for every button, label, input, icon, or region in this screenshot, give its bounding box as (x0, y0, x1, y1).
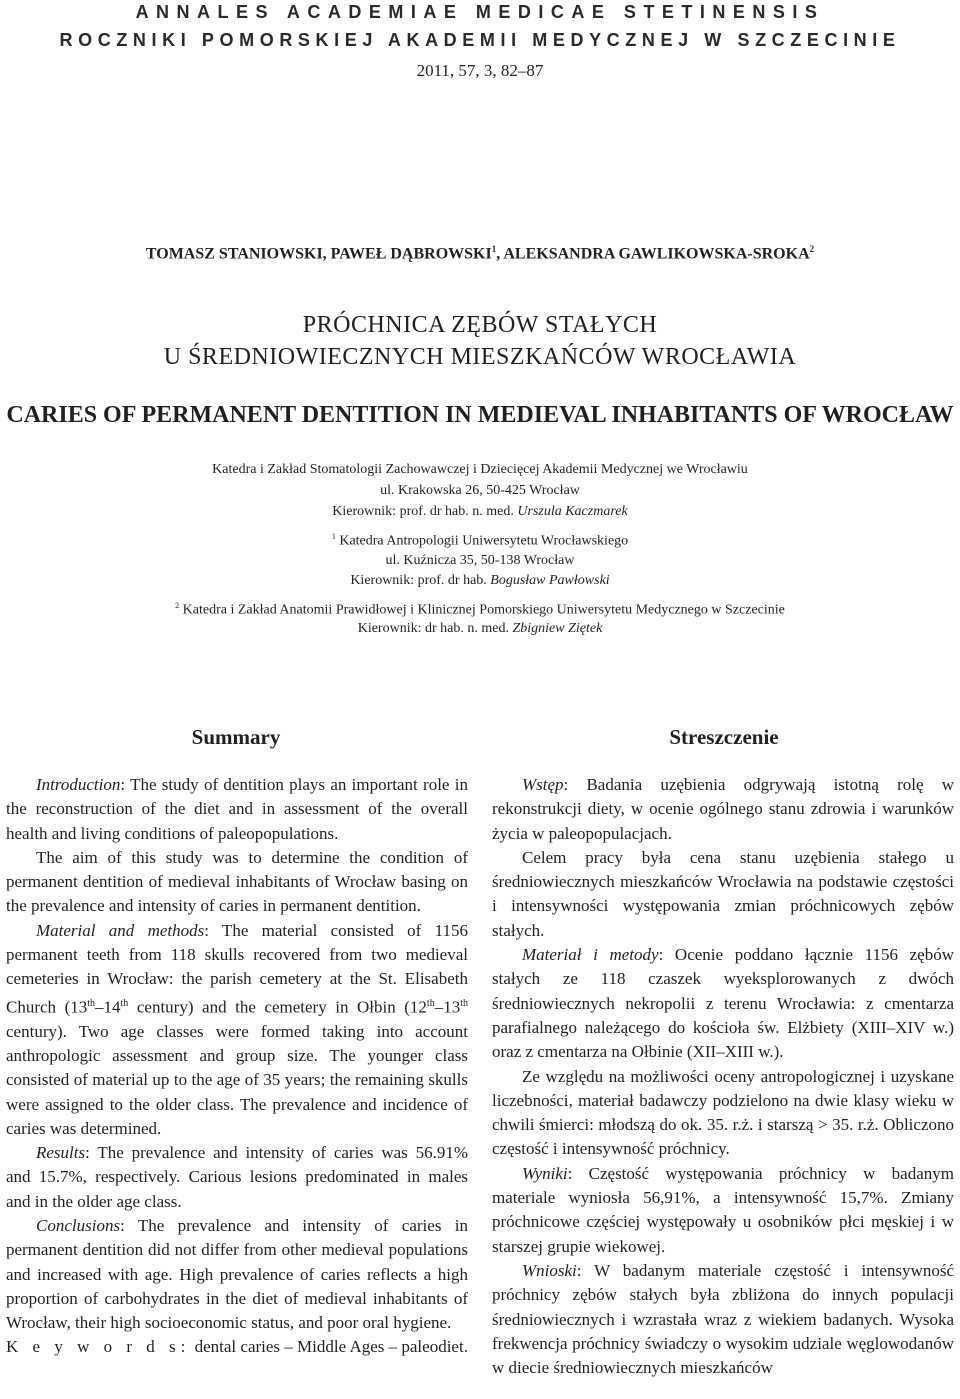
streszczenie-age-classes: Ze względu na możliwości oceny antropologicznej i uzyskane liczebności, materiał badawczy podzielono na dwie klasy wieku w chwili śmierci: młodszą do ok. 35. r.ż. i starszą > 35. r.ż. Obliczono częstość i intensywność próchnicy. (492, 1066, 954, 1159)
results-label: Results (36, 1143, 86, 1163)
affiliation-1-head (0, 573, 960, 589)
streszczenie-aim: Celem pracy była cena stanu uzębienia stałego u średniowiecznych mieszkańców Wrocławia na podstawie częstości i intensywności występowania zmian próchnicowych zębów stałych. (492, 847, 954, 940)
affiliation-1-marker: 1 (331, 532, 336, 541)
head-name: Bogusław Pawłowski (490, 573, 610, 588)
streszczenie-results (492, 1162, 954, 1259)
summary-keywords (6, 1335, 468, 1359)
conclusions-label: Wnioski (522, 1260, 577, 1280)
conclusions-label: Conclusions (36, 1216, 121, 1235)
summary-aim: The aim of this study was to determine the condition of permanent dentition of medieval inhabitants of Wrocław basing on the prevalence and intensity of caries in permanent dentition. (6, 847, 468, 916)
affiliation-1-line-2: ul. Kuźnicza 35, 50-138 Wrocław (385, 553, 575, 568)
ordinal-suffix: th (87, 997, 96, 1009)
authors-part-a: TOMASZ STANIOWSKI, PAWEŁ DĄBROWSKI (145, 245, 492, 263)
keywords-text: dental caries – Middle Ages – paleodiet. (190, 1337, 468, 1357)
methods-text-d: –13 (434, 997, 461, 1017)
affiliation-2-marker: 2 (175, 601, 180, 610)
intro-label: Introduction (36, 775, 121, 794)
affiliation-0-head (0, 504, 960, 520)
journal-title-latin: ANNALES ACADEMIAE MEDICAE STETINENSIS (135, 2, 825, 22)
head-prefix: Kierownik: prof. dr hab. n. med. (332, 504, 518, 519)
results-label: Wyniki (522, 1163, 568, 1183)
head-name: Zbigniew Ziętek (512, 621, 603, 636)
ordinal-suffix: th (426, 997, 435, 1009)
summary-heading: Summary (191, 725, 281, 749)
affiliation-1-line-1 (0, 532, 960, 550)
affiliation-2-text: Katedra i Zakład Anatomii Prawidłowej i Klinicznej Pomorskiego Uniwersytetu Medycznego w Szczecinie (179, 602, 785, 618)
methods-text-c: century) and the cemetery in Ołbin (12 (128, 997, 427, 1017)
streszczenie-methods (492, 943, 954, 1064)
conclusions-text: : W badanym materiale częstość i intensywność próchnicy zębów stałych była zbliżona do innych populacji średniowiecznych i wzrastała wraz z wiekiem badanych. Wysoka frekwencja próchnicy świadczy o wysokim udziale węglowodanów w diecie średniowiecznych mieszkańców (492, 1260, 954, 1378)
intro-label: Wstęp (522, 775, 564, 794)
affiliation-1-text: Katedra Antropologii Uniwersytetu Wrocławskiego (335, 533, 629, 549)
methods-text: : Ocenie poddano łącznie 1156 zębów stałych ze 118 czaszek wyeksplorowanych z dwóch średniowiecznych nekropolii z terenu Wrocławia: z cmentarza parafialnego należącego do kościoła św. Elżbiety (XIII–XIV w.) oraz z cmentarza na Ołbinie (XII–XIII w.). (492, 945, 954, 1062)
ordinal-suffix: th (460, 997, 468, 1009)
affiliation-0-line-2: ul. Krakowska 26, 50-425 Wrocław (380, 483, 580, 498)
affiliation-0-line-1: Katedra i Zakład Stomatologii Zachowawczej i Dziecięcej Akademii Medycznej we Wrocławiu (212, 462, 748, 477)
methods-label: Materiał i metody (522, 945, 659, 965)
streszczenie-introduction (492, 773, 954, 846)
affiliation-2-head (0, 621, 960, 637)
methods-text-b: –14 (95, 997, 121, 1017)
authors-part-b: , ALEKSANDRA GAWLIKOWSKA-SROKA (496, 245, 810, 263)
affiliation-marker-2: 2 (809, 244, 815, 254)
affiliation-marker-1: 1 (491, 244, 497, 254)
methods-label: Material and methods (36, 920, 205, 940)
conclusions-text: : The prevalence and intensity of caries in permanent dentition did not differ from other medieval populations and increased with age. High prevalence of caries reflects a high proportion of carbohydrates in the diet of medieval inhabitants of Wrocław, their high socioeconomic status, and poor oral hygiene. (6, 1216, 468, 1333)
methods-text-e: century). Two age classes were formed taking into account anthropologic assessment and group size. The younger class consisted of material up to the age of 35 years; the remaining skulls were assigned to the older class. The prevalence and incidence of caries was determined. (6, 1021, 468, 1138)
journal-title-polish: ROCZNIKI POMORSKIEJ AKADEMII MEDYCZNEJ W SZCZECINIE (59, 30, 901, 50)
intro-text: : The study of dentition plays an important role in the reconstruction of the diet and in assessment of the overall health and living conditions of paleopopulations. (6, 775, 468, 843)
head-name: Urszula Kaczmarek (517, 504, 628, 519)
methods-text-a: : The material consisted of 1156 permanent teeth from 118 skulls recovered from two medieval cemeteries in Wrocław: the parish cemetery at the St. Elisabeth Church (13 (6, 920, 468, 1017)
summary-column (6, 773, 468, 1399)
keywords-label: K e y w o r d s: (6, 1337, 191, 1357)
head-prefix: Kierownik: dr hab. n. med. (357, 621, 513, 636)
head-prefix: Kierownik: prof. dr hab. (350, 573, 491, 588)
issue-citation: 2011, 57, 3, 82–87 (416, 61, 544, 80)
summary-introduction (6, 773, 468, 846)
ordinal-suffix: th (120, 997, 129, 1009)
streszczenie-heading: Streszczenie (669, 725, 779, 749)
title-polish-line-2: U ŚREDNIOWIECZNYCH MIESZKAŃCÓW WROCŁAWIA (163, 344, 797, 370)
intro-text: : Badania uzębienia odgrywają istotną rolę w rekonstrukcji diety, w ocenie ogólnego stanu zdrowia i warunków życia w paleopopulacjach. (492, 775, 954, 843)
summary-results (6, 1141, 468, 1214)
results-text: : The prevalence and intensity of caries was 56.91% and 15.7%, respectively. Carious lesions predominated in males and in the older age class. (6, 1143, 468, 1211)
results-text: : Częstość występowania próchnicy w badanym materiale wyniosła 56,91%, a intensywność 15,7%. Zmiany próchnicowe częściej występowały u osobników płci męskiej i w starszej grupie wiekowej. (492, 1163, 954, 1256)
streszczenie-column (492, 773, 954, 1399)
author-list (0, 244, 960, 263)
summary-methods (6, 919, 468, 1141)
streszczenie-conclusions (492, 1259, 954, 1380)
affiliation-2-line-1 (0, 601, 960, 619)
title-english: CARIES OF PERMANENT DENTITION IN MEDIEVAL INHABITANTS OF WROCŁAW (6, 402, 954, 428)
title-polish-line-1: PRÓCHNICA ZĘBÓW STAŁYCH (302, 312, 658, 338)
summary-conclusions (6, 1214, 468, 1335)
